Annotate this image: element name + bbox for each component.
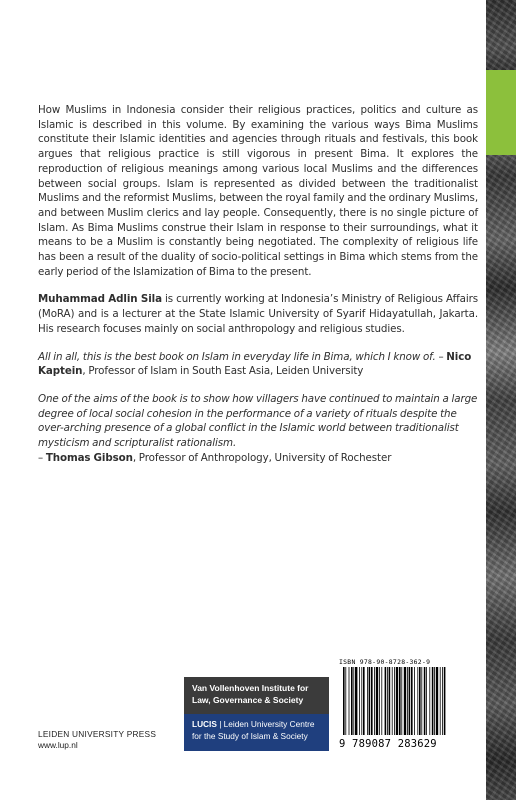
author-bio [38, 292, 478, 336]
barcode-bar [355, 667, 357, 735]
isbn-label: ISBN 978-90-8728-362-9 [339, 658, 431, 666]
lucis-line-2: for the Study of Islam & Society [192, 731, 308, 741]
barcode-bar [444, 667, 446, 735]
barcode-bar [394, 667, 395, 735]
author-name: Muhammad Adlin Sila [38, 293, 162, 306]
barcode-bar [409, 667, 411, 735]
barcode-bar [387, 667, 388, 735]
barcode-bars [337, 667, 449, 739]
barcode-bar [379, 667, 380, 735]
endorsement-quote: One of the aims of the book is to show how villagers have continued to maintain a large degree of local social cohesion in the performance of a variety of rituals despite the over-arching presence of a global conflict in the Islamic world between traditionalist mysticism and scripturalist rationalism. [38, 392, 478, 450]
barcode-bar [351, 667, 353, 735]
barcode-bar [407, 667, 408, 735]
barcode-bar [432, 667, 434, 735]
barcode-bar [440, 667, 441, 735]
lucis-logo [184, 714, 329, 751]
barcode-bar [385, 667, 387, 735]
barcode-digits: 9 789087 283629 [339, 738, 437, 750]
barcode-bar [371, 667, 373, 735]
publisher-name: LEIDEN UNIVERSITY PRESS [38, 729, 157, 739]
van-vollenhoven-logo [184, 677, 329, 716]
barcode-bar [436, 667, 438, 735]
barcode-bar [361, 667, 362, 735]
barcode-bar [353, 667, 354, 735]
barcode-bar [376, 667, 378, 735]
barcode-bar [345, 667, 346, 735]
endorsement-kaptein [38, 350, 478, 379]
publisher-imprint [38, 729, 156, 751]
barcode-bar [442, 667, 443, 735]
isbn-barcode [337, 658, 449, 750]
cover-photo-strip [486, 0, 516, 800]
barcode-bar [434, 667, 435, 735]
barcode-bar [396, 667, 398, 735]
barcode-bar [429, 667, 430, 735]
barcode-bar [414, 667, 415, 735]
barcode-bar [392, 667, 393, 735]
barcode-bar [381, 667, 382, 735]
endorsement-gibson [38, 392, 478, 466]
endorsement-quote: All in all, this is the best book on Islam in everyday life in Bima, which I know of. [38, 350, 436, 363]
barcode-bar [367, 667, 368, 735]
back-cover-text [38, 103, 478, 465]
cover-top-margin [0, 0, 486, 90]
endorsement-affiliation: , Professor of Anthropology, University of Rochester [132, 451, 392, 464]
vvi-line-1: Van Vollenhoven Institute for [192, 683, 309, 693]
lucis-line-1-rest: Leiden University Centre [223, 719, 315, 729]
barcode-bar [417, 667, 418, 735]
lucis-separator: | [216, 719, 224, 729]
barcode-bar [411, 667, 413, 735]
barcode-bar [363, 667, 365, 735]
endorsement-author: Thomas Gibson [45, 451, 133, 464]
barcode-bar [399, 667, 401, 735]
endorsement-author: Nico Kaptein [38, 350, 472, 378]
lucis-name: LUCIS [192, 719, 217, 729]
barcode-bar [389, 667, 391, 735]
barcode-bar [404, 667, 406, 735]
barcode-bar [343, 667, 345, 735]
barcode-bar [401, 667, 402, 735]
barcode-bar [349, 667, 350, 735]
publisher-url: www.lup.nl [38, 740, 78, 750]
barcode-bar [374, 667, 375, 735]
lucis-line-1 [192, 718, 321, 730]
barcode-bar [424, 667, 426, 735]
green-accent-band [486, 70, 516, 155]
endorsement-affiliation: , Professor of Islam in South East Asia, Leiden University [82, 365, 364, 378]
book-description: How Muslims in Indonesia consider their religious practices, politics and culture as Islamic is described in this volume. By examining the various ways Bima Muslims constitute their Islamic identities and agencies through rituals and festivals, this book argues that religious practice is still vigorous in present Bima. It explores the reproduction of religious meanings among various local Muslims and the differences between social groups. Islam is represented as divided between the traditionalist Muslims and the reformist Muslims, between the royal family and the ordinary Muslims, and between Muslim clerics and lay people. Consequently, there is no single picture of Islam. As Bima Muslims construe their Islam in response to their surroundings, what it means to be a Muslim is constantly being negotiated. The complexity of religious life has been a result of the duality of socio-political settings in Bima which stems from the early period of the Islamization of Bima to the present. [38, 104, 478, 278]
author-bio-text: is currently working at Indonesia’s Ministry of Religious Affairs (MoRA) and is a lecturer at the State Islamic University of Syarif Hidayatullah, Jakarta. His research focuses mainly on social anthropology and religious studies. [38, 293, 478, 335]
barcode-bar [359, 667, 360, 735]
endorsement-dash: – [38, 451, 46, 464]
vvi-line-2: Law, Governance & Society [192, 695, 304, 705]
barcode-bar [419, 667, 421, 735]
barcode-bar [421, 667, 422, 735]
endorsement-dash: – [435, 350, 447, 363]
barcode-bar [426, 667, 427, 735]
barcode-bar [369, 667, 371, 735]
